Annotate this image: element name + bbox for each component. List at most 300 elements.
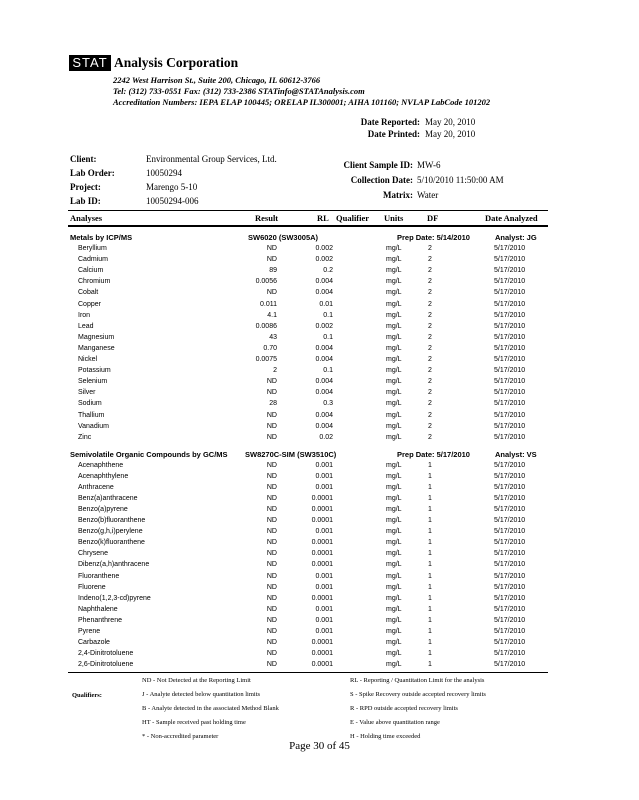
lab-order-label: Lab Order:: [70, 168, 115, 178]
result-value: ND: [266, 660, 277, 668]
units: mg/L: [386, 267, 402, 275]
reporting-limit: 0.002: [315, 256, 333, 264]
units: mg/L: [386, 433, 402, 441]
analyte-name: Benz(a)anthracene: [78, 495, 138, 503]
table-row: [0, 528, 639, 539]
section-prep-date: Prep Date: 5/14/2010: [397, 233, 470, 242]
dilution-factor: 2: [428, 256, 432, 264]
result-value: 0.0086: [255, 322, 277, 330]
units: mg/L: [386, 322, 402, 330]
dilution-factor: 1: [428, 506, 432, 514]
dilution-factor: 1: [428, 616, 432, 624]
date-reported-label: Date Reported:: [360, 117, 420, 127]
stat-logo: STAT: [69, 55, 111, 71]
reporting-limit: 0.001: [315, 605, 333, 613]
result-value: ND: [266, 289, 277, 297]
units: mg/L: [386, 550, 402, 558]
reporting-limit: 0.002: [315, 322, 333, 330]
dilution-factor: 2: [428, 311, 432, 319]
divider: [68, 210, 548, 211]
units: mg/L: [386, 561, 402, 569]
result-value: ND: [266, 484, 277, 492]
dilution-factor: 1: [428, 484, 432, 492]
table-row: [0, 661, 639, 672]
units: mg/L: [386, 583, 402, 591]
table-row: [0, 334, 639, 345]
analyte-name: Manganese: [78, 344, 115, 352]
col-result: Result: [255, 213, 279, 223]
matrix-label: Matrix:: [383, 190, 413, 200]
table-row: [0, 367, 639, 378]
date-analyzed: 5/17/2010: [494, 583, 526, 591]
table-row: [0, 595, 639, 606]
result-value: 0.0075: [255, 356, 277, 363]
qualifier-definition: * - Non-accredited parameter: [142, 733, 219, 740]
dilution-factor: 1: [428, 594, 432, 602]
table-row: [0, 650, 639, 661]
units: mg/L: [386, 378, 402, 386]
date-analyzed: 5/17/2010: [494, 300, 526, 308]
reporting-limit: 0.02: [319, 433, 333, 441]
units: mg/L: [386, 627, 402, 635]
project-label: Project:: [70, 182, 101, 192]
date-analyzed: 5/17/2010: [494, 400, 526, 408]
analyte-name: Benzo(k)fluoranthene: [78, 539, 145, 547]
lab-id-label: Lab ID:: [70, 196, 101, 206]
qualifier-definition: ND - Not Detected at the Reporting Limit: [142, 677, 251, 684]
date-analyzed: 5/17/2010: [494, 517, 526, 525]
units: mg/L: [386, 462, 402, 469]
dilution-factor: 1: [428, 605, 432, 613]
reporting-limit: 0.001: [315, 627, 333, 635]
reporting-limit: 0.004: [315, 389, 333, 397]
analyte-name: Fluoranthene: [78, 572, 120, 580]
table-row: [0, 301, 639, 312]
analyte-name: Carbazole: [78, 638, 110, 646]
units: mg/L: [386, 484, 402, 492]
analyte-name: Cobalt: [78, 289, 99, 297]
units: mg/L: [386, 344, 402, 352]
units: mg/L: [386, 411, 402, 419]
units: mg/L: [386, 605, 402, 613]
table-row: [0, 378, 639, 389]
client-value: Environmental Group Services, Ltd.: [146, 154, 277, 164]
units: mg/L: [386, 245, 402, 252]
units: mg/L: [386, 422, 402, 430]
analyte-name: Pyrene: [78, 627, 101, 635]
client-label: Client:: [70, 154, 97, 164]
reporting-limit: 0.01: [319, 300, 333, 308]
table-row: [0, 278, 639, 289]
reporting-limit: 0.001: [315, 572, 333, 580]
company-address: 2242 West Harrison St., Suite 200, Chicago, IL 60612-3766: [113, 75, 321, 85]
analyte-name: Copper: [78, 300, 101, 308]
qualifier-definition: R - RPD outside accepted recovery limits: [350, 705, 458, 712]
analyte-name: Vanadium: [78, 422, 110, 430]
date-analyzed: 5/17/2010: [494, 333, 526, 341]
result-value: ND: [266, 528, 277, 536]
analyte-name: Anthracene: [78, 484, 114, 492]
analyte-name: Fluorene: [78, 583, 106, 591]
date-analyzed: 5/17/2010: [494, 462, 526, 469]
analyte-name: Silver: [78, 389, 96, 397]
section-title: Semivolatile Organic Compounds by GC/MS: [70, 450, 228, 459]
dilution-factor: 2: [428, 267, 432, 275]
dilution-factor: 2: [428, 400, 432, 408]
dilution-factor: 2: [428, 322, 432, 330]
dilution-factor: 2: [428, 389, 432, 397]
divider: [68, 672, 548, 673]
date-analyzed: 5/17/2010: [494, 344, 526, 352]
reporting-limit: 0.002: [315, 245, 333, 252]
table-row: [0, 256, 639, 267]
section-method: SW8270C-SIM (SW3510C): [245, 450, 337, 459]
reporting-limit: 0.0001: [311, 539, 333, 547]
table-row: [0, 473, 639, 484]
dilution-factor: 2: [428, 344, 432, 352]
reporting-limit: 0.004: [315, 278, 333, 286]
result-value: ND: [266, 256, 277, 264]
qualifier-definition: E - Value above quantitation range: [350, 719, 440, 726]
analyte-name: Magnesium: [78, 333, 115, 341]
result-value: ND: [266, 594, 277, 602]
table-row: [0, 312, 639, 323]
section-prep-date: Prep Date: 5/17/2010: [397, 450, 470, 459]
result-value: ND: [266, 583, 277, 591]
units: mg/L: [386, 638, 402, 646]
date-analyzed: 5/17/2010: [494, 322, 526, 330]
company-name: Analysis Corporation: [114, 55, 239, 70]
dilution-factor: 1: [428, 550, 432, 558]
table-row: [0, 539, 639, 550]
qualifier-definition: J - Analyte detected below quantitation limits: [142, 691, 261, 698]
date-analyzed: 5/17/2010: [494, 311, 526, 319]
date-analyzed: 5/17/2010: [494, 649, 526, 657]
lab-id-value: 10050294-006: [146, 196, 199, 206]
table-row: [0, 550, 639, 561]
analyte-name: Calcium: [78, 267, 104, 275]
result-value: ND: [266, 649, 277, 657]
dilution-factor: 1: [428, 528, 432, 536]
project-value: Marengo 5-10: [146, 182, 198, 192]
date-analyzed: 5/17/2010: [494, 594, 526, 602]
date-analyzed: 5/17/2010: [494, 267, 526, 275]
date-analyzed: 5/17/2010: [494, 367, 526, 375]
result-value: 0.0056: [255, 278, 277, 286]
result-value: ND: [266, 550, 277, 558]
dilution-factor: 1: [428, 561, 432, 569]
reporting-limit: 0.0001: [311, 506, 333, 514]
qualifier-definition: RL - Reporting / Quantitation Limit for the analysis: [350, 677, 485, 684]
units: mg/L: [386, 473, 402, 481]
date-analyzed: 5/17/2010: [494, 616, 526, 624]
analyte-name: Nickel: [78, 356, 98, 363]
analyte-name: Indeno(1,2,3-cd)pyrene: [78, 594, 151, 602]
units: mg/L: [386, 256, 402, 264]
result-value: ND: [266, 517, 277, 525]
result-value: 89: [269, 267, 277, 275]
analyte-name: Thallium: [78, 411, 105, 419]
col-date-analyzed: Date Analyzed: [485, 213, 538, 223]
table-row: [0, 245, 639, 256]
table-row: [0, 289, 639, 300]
result-value: ND: [266, 627, 277, 635]
reporting-limit: 0.0001: [311, 594, 333, 602]
qualifier-definition: B - Analyte detected in the associated Method Blank: [142, 705, 279, 712]
result-value: ND: [266, 422, 277, 430]
date-analyzed: 5/17/2010: [494, 506, 526, 514]
dilution-factor: 2: [428, 333, 432, 341]
result-value: ND: [266, 506, 277, 514]
date-analyzed: 5/17/2010: [494, 495, 526, 503]
date-analyzed: 5/17/2010: [494, 411, 526, 419]
dilution-factor: 2: [428, 245, 432, 252]
units: mg/L: [386, 389, 402, 397]
date-analyzed: 5/17/2010: [494, 289, 526, 297]
table-row: [0, 389, 639, 400]
table-row: [0, 606, 639, 617]
date-analyzed: 5/17/2010: [494, 605, 526, 613]
qualifier-definition: HT - Sample received past holding time: [142, 719, 246, 726]
date-analyzed: 5/17/2010: [494, 660, 526, 668]
reporting-limit: 0.0001: [311, 561, 333, 569]
date-analyzed: 5/17/2010: [494, 256, 526, 264]
units: mg/L: [386, 367, 402, 375]
units: mg/L: [386, 356, 402, 363]
result-value: ND: [266, 638, 277, 646]
analyte-name: Selenium: [78, 378, 108, 386]
col-rl: RL: [317, 213, 329, 223]
dilution-factor: 1: [428, 517, 432, 525]
date-analyzed: 5/17/2010: [494, 572, 526, 580]
table-row: [0, 462, 639, 473]
table-row: [0, 517, 639, 528]
date-analyzed: 5/17/2010: [494, 539, 526, 547]
analyte-name: Iron: [78, 311, 91, 319]
result-value: ND: [266, 605, 277, 613]
date-analyzed: 5/17/2010: [494, 528, 526, 536]
table-row: [0, 434, 639, 445]
section-analyst: Analyst: VS: [495, 450, 537, 459]
result-value: ND: [266, 462, 277, 469]
result-value: ND: [266, 539, 277, 547]
reporting-limit: 0.001: [315, 473, 333, 481]
result-value: 2: [273, 367, 277, 375]
date-analyzed: 5/17/2010: [494, 561, 526, 569]
units: mg/L: [386, 528, 402, 536]
table-row: [0, 412, 639, 423]
result-value: ND: [266, 433, 277, 441]
reporting-limit: 0.3: [323, 400, 333, 408]
reporting-limit: 0.1: [323, 333, 333, 341]
collection-date-value: 5/10/2010 11:50:00 AM: [417, 175, 504, 185]
result-value: ND: [266, 378, 277, 386]
result-value: ND: [266, 389, 277, 397]
qualifier-definition: H - Holding time exceeded: [350, 733, 421, 740]
result-value: ND: [266, 473, 277, 481]
analyte-name: Chrysene: [78, 550, 108, 558]
date-reported: May 20, 2010: [425, 117, 476, 127]
result-value: ND: [266, 411, 277, 419]
table-row: [0, 356, 639, 367]
table-row: [0, 639, 639, 650]
result-value: ND: [266, 495, 277, 503]
dilution-factor: 2: [428, 289, 432, 297]
dilution-factor: 2: [428, 356, 432, 363]
collection-date-label: Collection Date:: [350, 175, 413, 185]
units: mg/L: [386, 517, 402, 525]
col-df: DF: [427, 213, 439, 223]
units: mg/L: [386, 495, 402, 503]
units: mg/L: [386, 649, 402, 657]
qualifiers-label: Qualifiers:: [72, 692, 102, 699]
analyte-name: Potassium: [78, 367, 111, 375]
reporting-limit: 0.001: [315, 616, 333, 624]
units: mg/L: [386, 333, 402, 341]
dilution-factor: 1: [428, 660, 432, 668]
date-analyzed: 5/17/2010: [494, 473, 526, 481]
dilution-factor: 1: [428, 627, 432, 635]
section-method: SW6020 (SW3005A): [248, 233, 319, 242]
result-value: 0.70: [263, 344, 277, 352]
analyte-name: Sodium: [78, 400, 102, 408]
dilution-factor: 1: [428, 583, 432, 591]
col-qualifier: Qualifier: [336, 213, 370, 223]
dilution-factor: 1: [428, 495, 432, 503]
result-value: 28: [269, 400, 277, 408]
company-contact: Tel: (312) 733-0551 Fax: (312) 733-2386 STATinfo@STATAnalysis.com: [113, 86, 365, 96]
units: mg/L: [386, 289, 402, 297]
dilution-factor: 1: [428, 638, 432, 646]
reporting-limit: 0.0001: [311, 649, 333, 657]
table-row: [0, 506, 639, 517]
col-analyses: Analyses: [70, 213, 103, 223]
analyte-name: Beryllium: [78, 245, 107, 252]
analyte-name: Chromium: [78, 278, 111, 286]
table-row: [0, 267, 639, 278]
matrix-value: Water: [417, 190, 439, 200]
analyte-name: 2,4-Dinitrotoluene: [78, 649, 134, 657]
reporting-limit: 0.001: [315, 528, 333, 536]
reporting-limit: 0.001: [315, 462, 333, 469]
date-analyzed: 5/17/2010: [494, 422, 526, 430]
date-printed: May 20, 2010: [425, 129, 476, 139]
reporting-limit: 0.1: [323, 367, 333, 375]
reporting-limit: 0.001: [315, 484, 333, 492]
analyte-name: Acenaphthylene: [78, 473, 129, 481]
qualifier-definition: S - Spike Recovery outside accepted recovery limits: [350, 691, 486, 698]
accreditation-numbers: Accreditation Numbers: IEPA ELAP 100445; ORELAP IL300001; AIHA 101160; NVLAP LabCode 101202: [113, 97, 491, 107]
analyte-name: Lead: [78, 322, 94, 330]
table-row: [0, 495, 639, 506]
date-analyzed: 5/17/2010: [494, 550, 526, 558]
dilution-factor: 2: [428, 300, 432, 308]
units: mg/L: [386, 539, 402, 547]
analyte-name: Dibenz(a,h)anthracene: [78, 561, 150, 569]
units: mg/L: [386, 616, 402, 624]
dilution-factor: 1: [428, 649, 432, 657]
dilution-factor: 2: [428, 367, 432, 375]
result-value: 0.011: [260, 300, 277, 308]
analyte-name: Phenanthrene: [78, 616, 122, 624]
dilution-factor: 2: [428, 433, 432, 441]
units: mg/L: [386, 300, 402, 308]
date-analyzed: 5/17/2010: [494, 378, 526, 386]
reporting-limit: 0.004: [315, 422, 333, 430]
reporting-limit: 0.0001: [311, 638, 333, 646]
reporting-limit: 0.0001: [311, 495, 333, 503]
dilution-factor: 1: [428, 572, 432, 580]
reporting-limit: 0.004: [315, 356, 333, 363]
result-value: ND: [266, 561, 277, 569]
table-row: [0, 561, 639, 572]
sample-id-value: MW-6: [417, 160, 441, 170]
dilution-factor: 1: [428, 539, 432, 547]
dilution-factor: 2: [428, 422, 432, 430]
reporting-limit: 0.004: [315, 344, 333, 352]
dilution-factor: 1: [428, 462, 432, 469]
sample-id-label: Client Sample ID:: [343, 160, 413, 170]
analyte-name: 2,6-Dinitrotoluene: [78, 660, 134, 668]
date-analyzed: 5/17/2010: [494, 356, 526, 363]
reporting-limit: 0.0001: [311, 550, 333, 558]
date-analyzed: 5/17/2010: [494, 627, 526, 635]
units: mg/L: [386, 594, 402, 602]
reporting-limit: 0.2: [323, 267, 333, 275]
result-value: ND: [266, 616, 277, 624]
result-value: ND: [266, 245, 277, 252]
units: mg/L: [386, 660, 402, 668]
date-printed-label: Date Printed:: [367, 129, 420, 139]
table-row: [0, 400, 639, 411]
divider: [68, 225, 548, 227]
page-number: Page 30 of 45: [289, 740, 350, 752]
units: mg/L: [386, 278, 402, 286]
section-analyst: Analyst: JG: [495, 233, 537, 242]
analyte-name: Naphthalene: [78, 605, 118, 613]
units: mg/L: [386, 311, 402, 319]
result-value: ND: [266, 572, 277, 580]
dilution-factor: 2: [428, 278, 432, 286]
table-row: [0, 323, 639, 334]
reporting-limit: 0.0001: [311, 660, 333, 668]
analyte-name: Benzo(a)pyrene: [78, 506, 128, 514]
table-row: [0, 484, 639, 495]
col-units: Units: [384, 213, 404, 223]
section-title: Metals by ICP/MS: [70, 233, 133, 242]
units: mg/L: [386, 506, 402, 514]
table-row: [0, 423, 639, 434]
table-row: [0, 573, 639, 584]
result-value: 43: [269, 333, 277, 341]
table-row: [0, 584, 639, 595]
date-analyzed: 5/17/2010: [494, 433, 526, 441]
date-analyzed: 5/17/2010: [494, 278, 526, 286]
table-row: [0, 628, 639, 639]
lab-order-value: 10050294: [146, 168, 182, 178]
analyte-name: Benzo(b)fluoranthene: [78, 517, 146, 525]
analyte-name: Acenaphthene: [78, 462, 124, 469]
dilution-factor: 2: [428, 411, 432, 419]
analyte-name: Zinc: [78, 433, 92, 441]
date-analyzed: 5/17/2010: [494, 245, 526, 252]
reporting-limit: 0.0001: [311, 517, 333, 525]
analyte-name: Benzo(g,h,i)perylene: [78, 528, 143, 536]
result-value: 4.1: [267, 311, 277, 319]
dilution-factor: 1: [428, 473, 432, 481]
reporting-limit: 0.004: [315, 289, 333, 297]
table-row: [0, 617, 639, 628]
